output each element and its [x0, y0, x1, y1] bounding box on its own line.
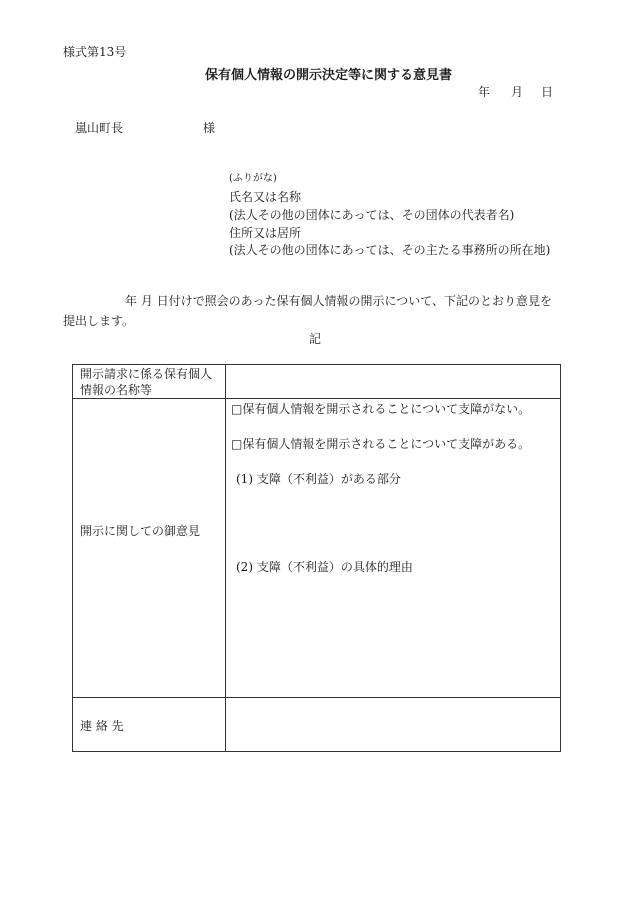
option-no-issue: □保有個人情報を開示されることについて支障がない。 [231, 402, 531, 416]
ki-heading: 記 [309, 332, 322, 346]
row1-label-line1: 開示請求に係る保有個人 [80, 367, 213, 381]
table-border-bottom [72, 751, 561, 752]
table-border-left [72, 364, 73, 752]
body-line-1: 年 月 日付けで照会のあった保有個人情報の開示について、下記のとおり意見を [125, 294, 553, 308]
row2-label: 開示に関しての御意見 [80, 524, 201, 538]
date-month: 月 [511, 85, 524, 99]
name-label: 氏名又は名称 [229, 190, 302, 204]
address-label: 住所又は居所 [229, 226, 302, 240]
furigana-label: (ふりがな) [229, 173, 277, 184]
table-column-divider [225, 364, 226, 752]
table-border-top [72, 364, 561, 365]
name-note: (法人その他の団体にあっては、その団体の代表者名) [229, 208, 515, 222]
body-line-2: 提出します。 [63, 314, 135, 328]
form-number: 様式第13号 [63, 45, 127, 59]
option-issue: □保有個人情報を開示されることについて支障がある。 [231, 437, 531, 451]
item-2-specific-reason: (2) 支障（不利益）の具体的理由 [236, 560, 413, 574]
document-title: 保有個人情報の開示決定等に関する意見書 [205, 68, 453, 83]
row3-contact-label: 連 絡 先 [80, 719, 124, 733]
address-note: (法人その他の団体にあっては、その主たる事務所の所在地) [229, 243, 551, 257]
addressee-honorific: 様 [203, 121, 216, 135]
addressee-name: 嵐山町長 [75, 121, 124, 135]
table-row-divider-2 [72, 697, 561, 698]
table-row-divider-1 [72, 398, 561, 399]
row1-label-line2: 情報の名称等 [80, 383, 153, 397]
date-year: 年 [478, 85, 491, 99]
table-border-right [560, 364, 561, 752]
date-day: 日 [541, 85, 554, 99]
item-1-affected-part: (1) 支障（不利益）がある部分 [236, 472, 401, 486]
